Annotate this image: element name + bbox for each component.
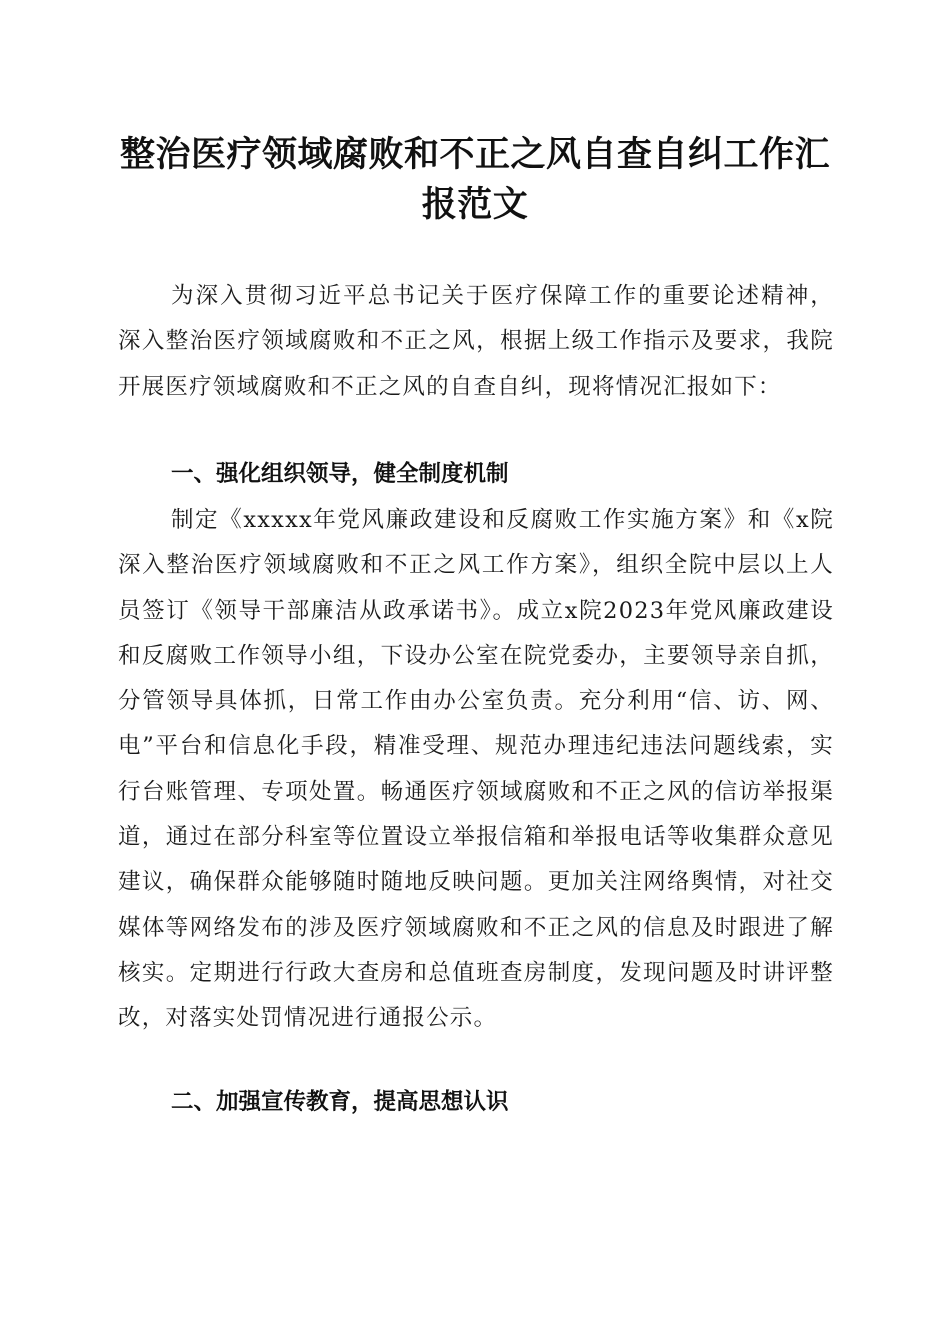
document-title: 整治医疗领域腐败和不正之风自查自纠工作汇报范文 — [119, 134, 830, 225]
section-heading-1: 一、强化组织领导，健全制度机制 — [171, 461, 509, 487]
section-heading-2: 二、加强宣传教育，提高思想认识 — [171, 1089, 509, 1115]
section-paragraph-1: 制定《xxxxx年党风廉政建设和反腐败工作实施方案》和《x院深入整治医疗领域腐败和不正之风工作方案》，组织全院中层以上人员签订《领导干部廉洁从政承诺书》。成立x院2023年党风廉政建设和反腐败工作领导小组，下设办公室在院党委办，主要领导亲自抓，分管领导具体抓，日常工作由办公室负责。充分利用“信、访、网、电”平台和信息化手段，精准受理、规范办理违纪违法问题线索，实行台账管理、专项处置。畅通医疗领域腐败和不正之风的信访举报渠道，通过在部分科室等位置设立举报信箱和举报电话等收集群众意见建议，确保群众能够随时随地反映问题。更加关注网络舆情，对社交媒体等网络发布的涉及医疗领域腐败和不正之风的信息及时跟进了解核实。定期进行行政大查房和总值班查房制度，发现问题及时讲评整改，对落实处罚情况进行通报公示。 — [118, 507, 834, 1032]
intro-paragraph: 为深入贯彻习近平总书记关于医疗保障工作的重要论述精神，深入整治医疗领域腐败和不正之风，根据上级工作指示及要求，我院开展医疗领域腐败和不正之风的自查自纠，现将情况汇报如下： — [118, 283, 834, 400]
